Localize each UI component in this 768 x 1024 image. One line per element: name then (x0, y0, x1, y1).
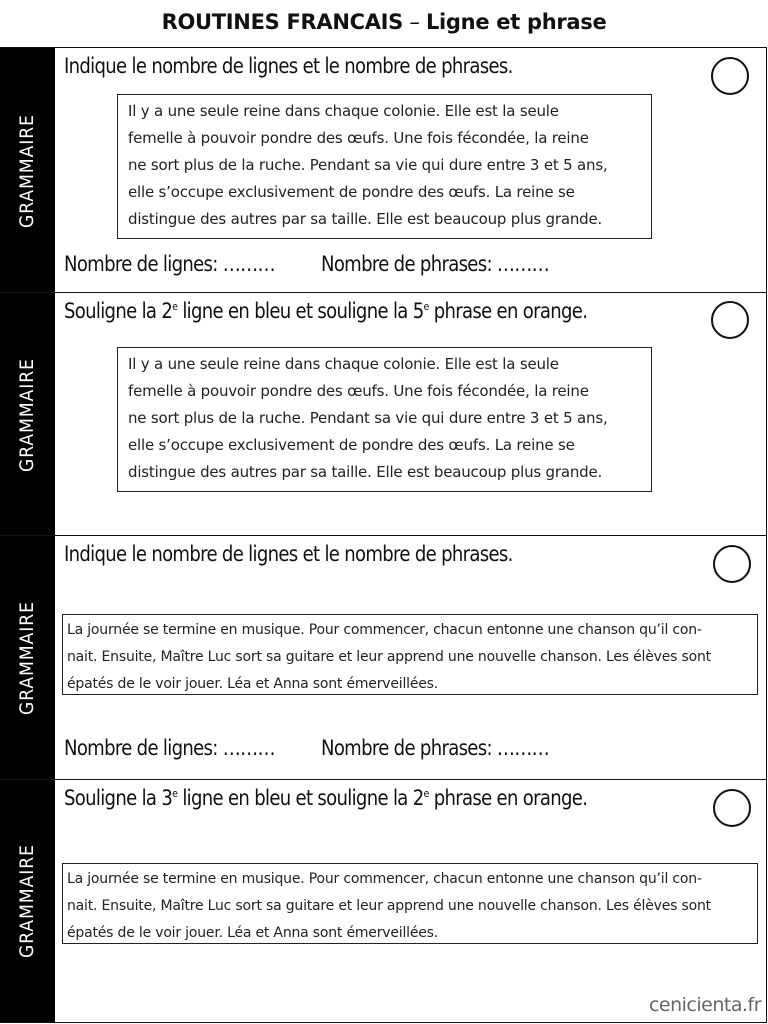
watermark: cenicienta.fr (648, 994, 761, 1016)
completion-circle[interactable] (711, 57, 749, 95)
side-label: GRAMMAIRE (16, 357, 38, 472)
text-line: La journée se termine en musique. Pour commencer, chacun entonne une chanson qu’il con- (67, 871, 702, 887)
instruction-part: ligne en bleu et souligne la 2 (177, 786, 424, 810)
instruction-part: Souligne la 2 (64, 299, 173, 323)
section-border (766, 48, 767, 293)
title-dash: – (403, 10, 426, 34)
reading-text-box (117, 94, 652, 239)
instruction-part: phrase en orange. (428, 299, 588, 323)
text-line: Il y a une seule reine dans chaque colonie. Elle est la seule (128, 102, 559, 120)
ordinal-suffix: e (423, 300, 429, 313)
text-line: distingue des autres par sa taille. Elle est beaucoup plus grande. (128, 463, 603, 481)
text-line: ne sort plus de la ruche. Pendant sa vie qui dure entre 3 et 5 ans, (128, 156, 608, 174)
reading-text-box (117, 347, 652, 492)
ordinal-suffix: e (172, 787, 178, 800)
instruction-part: ligne en bleu et souligne la 5 (177, 299, 424, 323)
instruction-part: Souligne la 3 (64, 786, 173, 810)
answer-lines-count[interactable]: Nombre de lignes: ……… (64, 252, 275, 276)
answer-sentences-count[interactable]: Nombre de phrases: ……… (321, 736, 550, 760)
text-line: distingue des autres par sa taille. Elle est beaucoup plus grande. (128, 210, 603, 228)
completion-circle[interactable] (713, 789, 751, 827)
instruction-part: phrase en orange. (428, 786, 588, 810)
reading-text-box (62, 614, 758, 695)
text-line: épatés de le voir jouer. Léa et Anna sont émerveillées. (67, 676, 439, 692)
text-line: épatés de le voir jouer. Léa et Anna sont émerveillées. (67, 925, 439, 941)
page-title (0, 4, 768, 40)
reading-text-box (62, 863, 758, 944)
side-tab (0, 536, 55, 780)
completion-circle[interactable] (713, 545, 751, 583)
title-main: ROUTINES FRANCAIS (161, 10, 403, 34)
exercise-section-1 (0, 47, 767, 293)
exercise-section-2 (0, 292, 767, 536)
text-line: nait. Ensuite, Maître Luc sort sa guitare et leur apprend une nouvelle chanson. Les élèves sont (67, 649, 711, 665)
text-line: Il y a une seule reine dans chaque colonie. Elle est la seule (128, 355, 559, 373)
side-tab (0, 48, 55, 293)
exercise-section-3 (0, 535, 767, 780)
side-label: GRAMMAIRE (16, 601, 38, 715)
text-line: ne sort plus de la ruche. Pendant sa vie qui dure entre 3 et 5 ans, (128, 409, 608, 427)
ordinal-suffix: e (423, 787, 429, 800)
text-line: nait. Ensuite, Maître Luc sort sa guitare et leur apprend une nouvelle chanson. Les élèves sont (67, 898, 711, 914)
instruction: Indique le nombre de lignes et le nombre de phrases. (64, 54, 513, 78)
side-label: GRAMMAIRE (16, 844, 38, 958)
section-border (766, 780, 767, 1022)
ordinal-suffix: e (172, 300, 178, 313)
section-border (766, 293, 767, 536)
text-line: La journée se termine en musique. Pour commencer, chacun entonne une chanson qu’il con- (67, 622, 702, 638)
side-tab (0, 293, 55, 536)
side-tab (0, 780, 55, 1022)
exercise-section-4 (0, 779, 767, 1023)
answer-sentences-count[interactable]: Nombre de phrases: ……… (321, 252, 550, 276)
instruction (64, 299, 587, 323)
instruction: Indique le nombre de lignes et le nombre de phrases. (64, 542, 513, 566)
title-subtitle: Ligne et phrase (425, 10, 607, 34)
text-line: femelle à pouvoir pondre des œufs. Une fois fécondée, la reine (128, 129, 589, 147)
section-border (766, 536, 767, 780)
text-line: elle s’occupe exclusivement de pondre des œufs. La reine se (128, 183, 575, 201)
answer-lines-count[interactable]: Nombre de lignes: ……… (64, 736, 275, 760)
text-line: femelle à pouvoir pondre des œufs. Une fois fécondée, la reine (128, 382, 589, 400)
text-line: elle s’occupe exclusivement de pondre des œufs. La reine se (128, 436, 575, 454)
completion-circle[interactable] (711, 301, 749, 339)
side-label: GRAMMAIRE (16, 113, 38, 228)
instruction (64, 786, 587, 810)
